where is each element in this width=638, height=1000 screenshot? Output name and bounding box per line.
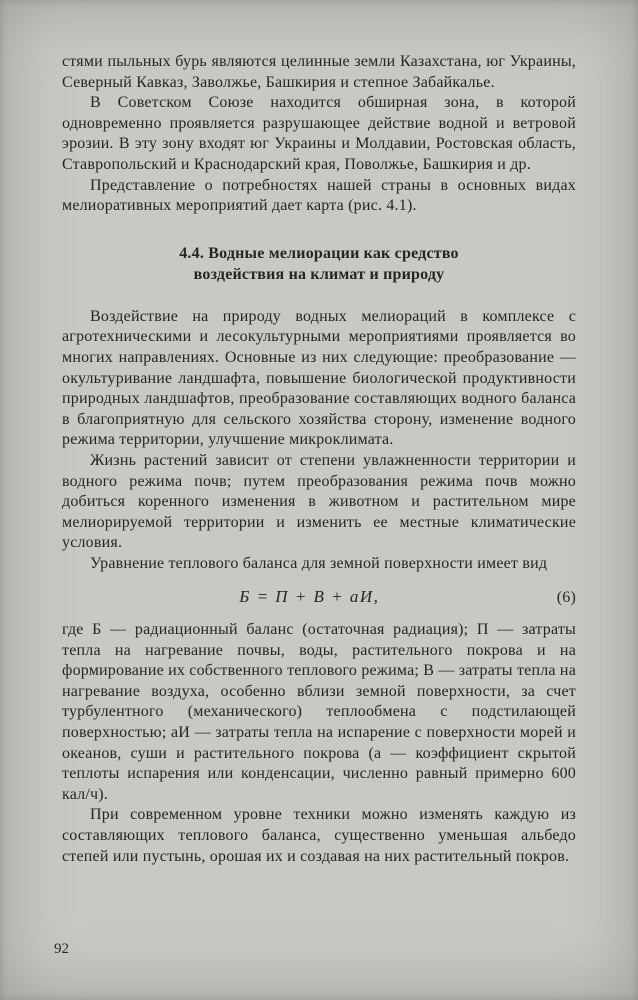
page-content (62, 52, 576, 867)
page-number: 92 (54, 941, 69, 957)
paragraph: Представление о потребностях нашей страны в основных видах мелиоративных мероприятий дает карта (рис. 4.1). (62, 176, 576, 215)
section-heading-line2: воздействия на климат и природу (193, 265, 445, 283)
paragraph-continuation: стями пыльных бурь являются целинные земли Казахстана, юг Украины, Северный Кавказ, Заволжье, Башкирия и степное Забайкалье. (62, 53, 576, 91)
equation-formula: Б = П + В + аИ, (239, 587, 380, 607)
section-heading (102, 243, 536, 285)
paragraph: Уравнение теплового баланса для земной поверхности имеет вид (90, 554, 548, 572)
section-heading-line1: 4.4. Водные мелиорации как средство (179, 244, 459, 262)
paragraph: Жизнь растений зависит от степени увлажненности территории и водного режима почв; путем преобразования режима почв можно добиться коренного изменения в животном и растительном мире мелиорируемой территории и изменить ее местные климатические условия. (62, 451, 576, 552)
paragraph-equation-legend: где Б — радиационный баланс (остаточная радиация); П — затраты тепла на нагревание почвы, воды, растительного покрова и на формирование их собственного теплового режима; В — затраты тепла на нагревание воздуха, особенно вблизи земной поверхности, за счет турбулентного (механического) теплообмена с подстилающей поверхностью; аИ — затраты тепла на испарение с поверхности морей и океанов, суши и растительного покрова (а — коэффициент скрытой теплоты испарения или конденсации, численно равный примерно 600 кал/ч). (62, 621, 576, 803)
equation (62, 587, 576, 609)
paragraph: При современном уровне техники можно изменять каждую из составляющих теплового баланса, существенно уменьшая альбедо степей или пустынь, орошая их и создавая на них растительный покров. (62, 806, 576, 865)
paragraph: Воздействие на природу водных мелиораций в комплексе с агротехническими и лесокультурными мероприятиями проявляется во многих направлениях. Основные из них следующие: преобразование — окультуривание ландшафта, повышение биологической продуктивности природных ландшафтов, преобразование составляющих водного баланса в благоприятную для сельского хозяйства сторону, изменение водного режима территории, улучшение микроклимата. (62, 307, 576, 449)
equation-number: (6) (556, 589, 576, 607)
paragraph: В Советском Союзе находится обширная зона, в которой одновременно проявляется разрушающее действие водной и ветровой эрозии. В эту зону входят юг Украины и Молдавии, Ростовская область, Ставропольский и Краснодарский края, Поволжье, Башкирия и др. (62, 94, 576, 173)
